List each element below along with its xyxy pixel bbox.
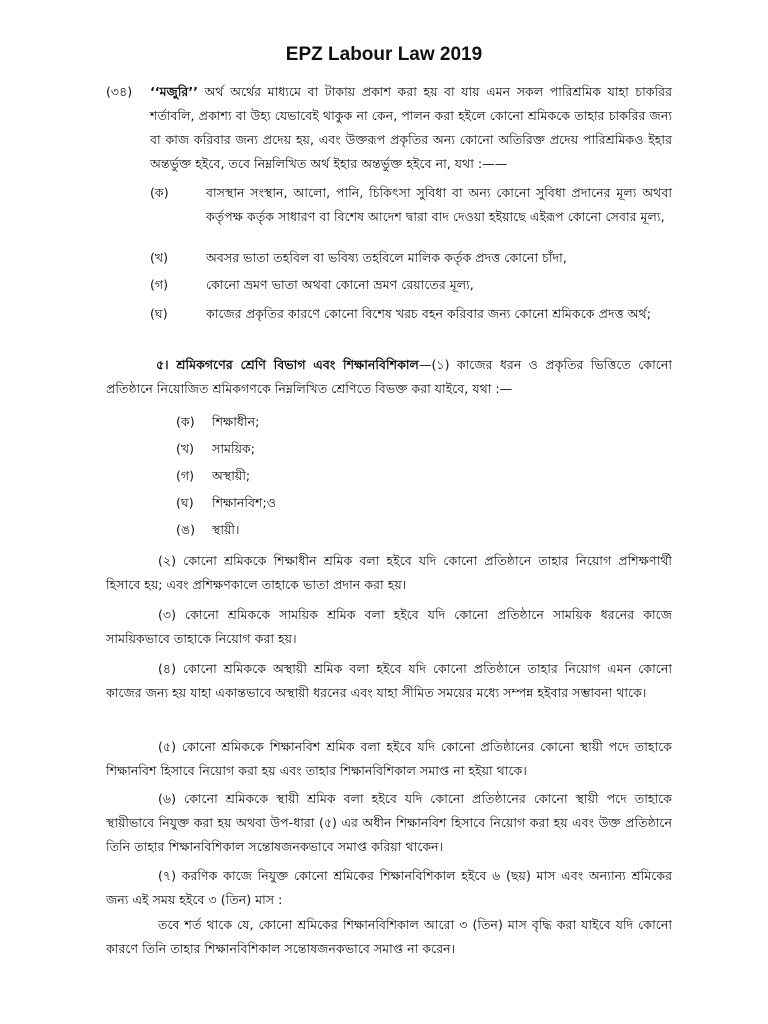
category-text: শিক্ষানবিশ;ও — [212, 495, 277, 510]
subsection-7: (৭) করণিক কাজে নিযুক্ত কোনো শ্রমিকের শিক্ষানবিশিকাল হইবে ৬ (ছয়) মাস এবং অন্যান্য শ্রমিকের জন্য এই সময় হইবে ৩ (তিন) মাস : — [106, 868, 672, 907]
category-label: (গ) — [176, 468, 195, 483]
item-label: (ঘ) — [150, 306, 168, 321]
item-text: বাসস্থান সংস্থান, আলো, পানি, চিকিৎসা সুবিধা বা অন্য কোনো সুবিধা প্রদানের মূল্য অথবা কর্তৃপক্ষ কর্তৃক সাধারণ বা বিশেষ আদেশ দ্বারা বাদ দেওয়া হইয়াছে এইরূপ কোনো সেবার মূল্য, — [206, 185, 672, 224]
definition-text: অর্থ অর্থের মাধ্যমে বা টাকায় প্রকাশ করা হয় বা যায় এমন সকল পারিশ্রমিক যাহা চাকরির শর্তাবলি, প্রকাশ্য বা উহ্য যেভাবেই থাকুক না কেন, পালন করা হইলে কোনো শ্রমিককে তাহার চাকরির জন্য বা কাজ করিবার জন্য প্রদেয় হয়, এবং উক্তরূপ প্রকৃতির অন্য কোনো অতিরিক্ত প্রদেয় পারিশ্রমিকও ইহার অন্তর্ভুক্ত হইবে, তবে নিম্নলিখিত অর্থ ইহার অন্তর্ভুক্ত হইবে না, যথা :—— — [150, 84, 672, 171]
item-text: অবসর ভাতা তহবিল বা ভবিষ্য তহবিলে মালিক কর্তৃক প্রদত্ত কোনো চাঁদা, — [206, 250, 567, 265]
proviso-paragraph: তবে শর্ত থাকে যে, কোনো শ্রমিকের শিক্ষানবিশিকাল আরো ৩ (তিন) মাস বৃদ্ধি করা যাইবে যদি কোনো কারণে তিনি তাহার শিক্ষানবিশিকাল সন্তোষজনকভাবে সমাপ্ত না করেন। — [106, 917, 672, 956]
category-label: (ঙ) — [176, 522, 196, 537]
document-title: EPZ Labour Law 2019 — [285, 44, 483, 65]
category-text: সাময়িক; — [212, 441, 256, 456]
subsection-6: (৬) কোনো শ্রমিককে স্থায়ী শ্রমিক বলা হইবে যদি কোনো প্রতিষ্ঠানের কোনো স্থায়ী পদে তাহাকে স্থায়ীভাবে নিযুক্ত করা হয় অথবা উপ-ধারা (৫) এর অধীন শিক্ষানবিশ হিসাবে নিয়োগ করা হয় এবং উক্ত প্রতিষ্ঠানে তিনি তাহার শিক্ষানবিশিকাল সন্তোষজনকভাবে সমাপ্ত করিয়া থাকেন। — [106, 791, 672, 854]
subsection-3: (৩) কোনো শ্রমিককে সাময়িক শ্রমিক বলা হইবে যদি কোনো প্রতিষ্ঠানে সাময়িক ধরনের কাজে সাময়িকভাবে তাহাকে নিয়োগ করা হয়। — [106, 607, 672, 646]
category-label: (খ) — [176, 441, 195, 456]
category-item — [176, 464, 250, 488]
category-item — [176, 491, 276, 515]
subsection-4: (৪) কোনো শ্রমিককে অস্থায়ী শ্রমিক বলা হইবে যদি কোনো প্রতিষ্ঠানে তাহার নিয়োগ এমন কোনো কাজের জন্য হয় যাহা একান্তভাবে অস্থায়ী ধরনের এবং যাহা সীমিত সময়ের মধ্যে সম্পন্ন হইবার সম্ভাবনা থাকে। — [106, 661, 672, 700]
section-5-intro — [106, 353, 672, 401]
definition-paragraph — [150, 80, 672, 176]
category-item — [176, 437, 255, 461]
item-label: (খ) — [150, 250, 169, 265]
category-text: অস্থায়ী; — [212, 468, 251, 483]
subsection-2: (২) কোনো শ্রমিককে শিক্ষাধীন শ্রমিক বলা হইবে যদি কোনো প্রতিষ্ঠানে তাহার নিয়োগ প্রশিক্ষণার্থী হিসাবে হয়; এবং প্রশিক্ষণকালে তাহাকে ভাতা প্রদান করা হয়। — [106, 553, 672, 592]
item-text: কোনো ভ্রমণ ভাতা অথবা কোনো ভ্রমণ রেয়াতের মূল্য, — [206, 277, 474, 292]
subsection-5: (৫) কোনো শ্রমিককে শিক্ষানবিশ শ্রমিক বলা হইবে যদি কোনো প্রতিষ্ঠানের কোনো স্থায়ী পদে তাহাকে শিক্ষানবিশ হিসাবে নিয়োগ করা হয় এবং তাহার শিক্ষানবিশিকাল সমাপ্ত না হইয়া থাকে। — [106, 739, 672, 778]
category-item — [176, 410, 259, 434]
section-heading: ৫। শ্রমিকগণের শ্রেণি বিভাগ এবং শিক্ষানবিশিকাল — [156, 357, 419, 372]
section-intro-text: —(১) কাজের ধরন ও প্রকৃতির ভিত্তিতে কোনো প্রতিষ্ঠানে নিয়োজিত শ্রমিকগণকে নিম্নলিখিত শ্রেণিতে বিভক্ত করা যাইবে, যথা :— — [106, 357, 672, 396]
defined-term: ‘‘মজুরি’’ — [150, 84, 198, 99]
category-text: স্থায়ী। — [212, 522, 240, 537]
clause-number: (৩৪) — [106, 84, 133, 99]
category-label: (ক) — [176, 414, 195, 429]
item-label: (ক) — [150, 185, 169, 200]
item-label: (গ) — [150, 277, 169, 292]
category-label: (ঘ) — [176, 495, 194, 510]
item-text: কাজের প্রকৃতির কারণে কোনো বিশেষ খরচ বহন করিবার জন্য কোনো শ্রমিককে প্রদত্ত অর্থ; — [206, 306, 651, 321]
category-item — [176, 518, 240, 542]
category-text: শিক্ষাধীন; — [212, 414, 260, 429]
